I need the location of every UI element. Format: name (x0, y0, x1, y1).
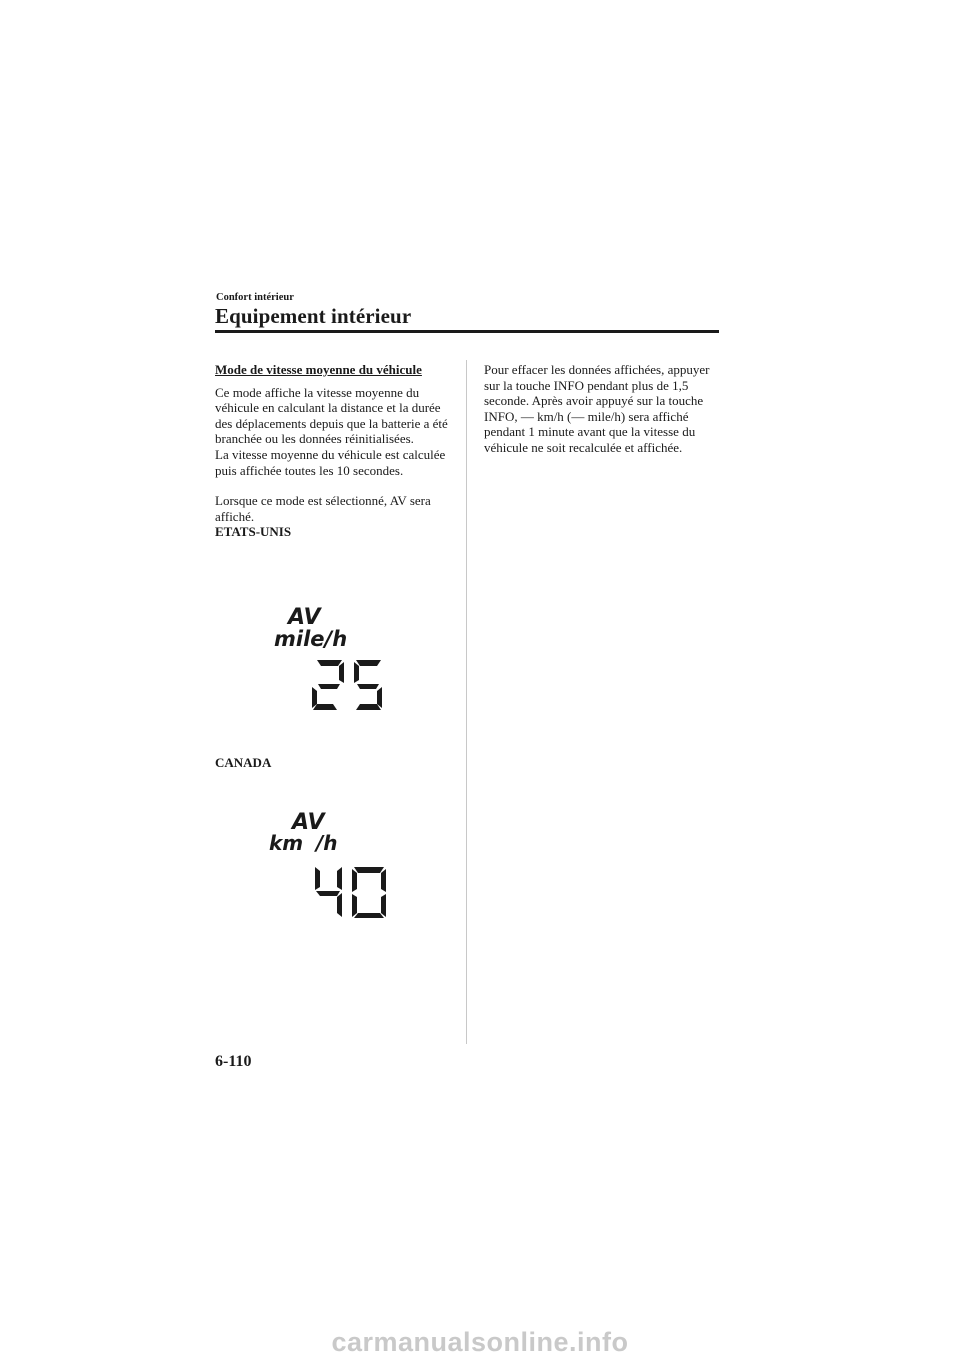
lcd-digit-0 (352, 867, 386, 918)
header-rule (215, 330, 719, 333)
mode-heading: Mode de vitesse moyenne du véhicule (215, 362, 422, 377)
column-divider (466, 360, 467, 1044)
paragraph-av-display: Lorsque ce mode est sélectionné, AV sera affiché. (215, 493, 431, 524)
lcd-digit-2 (312, 660, 344, 710)
lcd-digit-5 (354, 660, 382, 710)
label-canada: CANADA (215, 755, 272, 770)
page-number: 6-110 (215, 1053, 252, 1070)
lcd-digit-4 (315, 867, 342, 917)
lcd-unit-km: km (269, 831, 304, 855)
paragraph-description: Ce mode affiche la vitesse moyenne du véhicule en calculant la distance et la durée des déplacements depuis que la batterie a été branchée ou les données réinitialisées. (215, 384, 448, 447)
lcd-display-canada (260, 805, 400, 925)
lcd-unit-per-h: /h (316, 831, 338, 855)
right-column (484, 362, 720, 456)
paragraph-interval: La vitesse moyenne du véhicule est calculée puis affichée toutes les 10 secondes. (215, 446, 446, 478)
label-usa: ETATS-UNIS (215, 524, 292, 540)
paragraph-reset-info: Pour effacer les données affichées, appuyer sur la touche INFO pendant plus de 1,5 seconde. Après avoir appuyé sur la touche INFO, — km/h (— mile/h) sera affiché pendant 1 minute avant que la vitesse du véhicule ne soit recalculée et affichée. (484, 362, 710, 455)
left-column (215, 362, 455, 540)
chapter-title: Confort intérieur (216, 292, 294, 303)
lcd-display-usa (260, 600, 400, 720)
section-title: Equipement intérieur (215, 304, 412, 328)
lcd-mode-indicator: AV (292, 810, 325, 835)
watermark: carmanualsonline.info (331, 1327, 629, 1357)
lcd-unit-label: mile/h (274, 627, 348, 651)
lcd-mode-indicator: AV (288, 605, 321, 630)
